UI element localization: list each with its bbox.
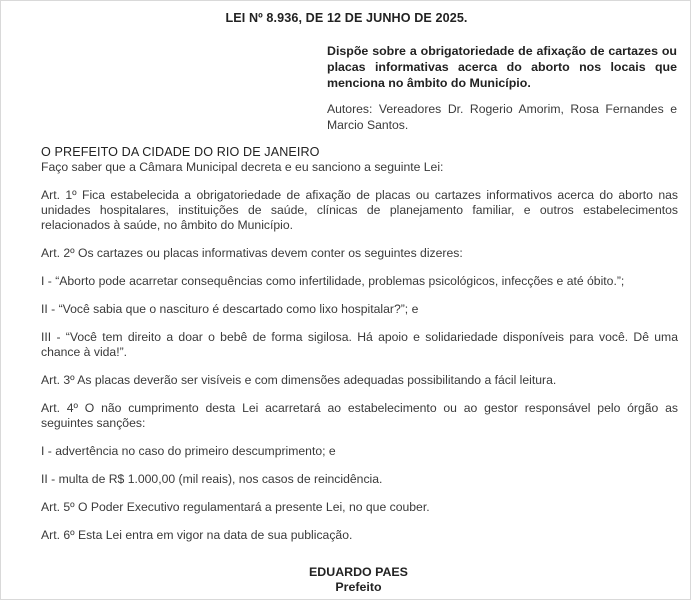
article-6: Art. 6º Esta Lei entra em vigor na data de sua publicação. bbox=[41, 528, 353, 542]
article-4-item-i: I - advertência no caso do primeiro descumprimento; e bbox=[41, 444, 336, 458]
article-1: Art. 1º Fica estabelecida a obrigatoriedade de afixação de placas ou cartazes informativos acerca do aborto nas unidades hospitalares, instituições de saúde, clínicas de planejamento familiar, e outros estabelecimentos relacionados à saúde, no âmbito do Município. bbox=[41, 188, 678, 232]
signatory-name: EDUARDO PAES bbox=[309, 565, 408, 579]
article-2-item-i: I - “Aborto pode acarretar consequências como infertilidade, problemas psicológicos, infecções e até óbito.”; bbox=[41, 274, 625, 288]
signatory-role: Prefeito bbox=[335, 580, 382, 594]
mayor-heading: O PREFEITO DA CIDADE DO RIO DE JANEIRO bbox=[41, 145, 320, 159]
intro-paragraph: Faço saber que a Câmara Municipal decreta e eu sanciono a seguinte Lei: bbox=[41, 160, 444, 174]
article-2-item-ii: II - “Você sabia que o nascituro é descartado como lixo hospitalar?”; e bbox=[41, 302, 419, 316]
article-2: Art. 2º Os cartazes ou placas informativas devem conter os seguintes dizeres: bbox=[41, 246, 463, 260]
law-summary: Dispõe sobre a obrigatoriedade de afixação de cartazes ou placas informativas acerca do aborto nos locais que menciona no âmbito do Município. bbox=[327, 44, 677, 90]
law-body bbox=[41, 145, 678, 543]
signature-block bbox=[1, 565, 691, 595]
article-4-item-ii: II - multa de R$ 1.000,00 (mil reais), nos casos de reincidência. bbox=[41, 472, 383, 486]
article-3: Art. 3º As placas deverão ser visíveis e com dimensões adequadas possibilitando a fácil leitura. bbox=[41, 373, 557, 387]
law-authors: Autores: Vereadores Dr. Rogerio Amorim, Rosa Fernandes e Marcio Santos. bbox=[327, 102, 677, 132]
article-4: Art. 4º O não cumprimento desta Lei acarretará ao estabelecimento ou ao gestor responsável pelo órgão as seguintes sanções: bbox=[41, 401, 678, 430]
law-title: LEI Nº 8.936, DE 12 DE JUNHO DE 2025. bbox=[225, 11, 468, 25]
article-2-item-iii: III - “Você tem direito a doar o bebê de forma sigilosa. Há apoio e solidariedade disponíveis para você. Dê uma chance à vida!”. bbox=[41, 330, 678, 359]
article-5: Art. 5º O Poder Executivo regulamentará a presente Lei, no que couber. bbox=[41, 500, 430, 514]
